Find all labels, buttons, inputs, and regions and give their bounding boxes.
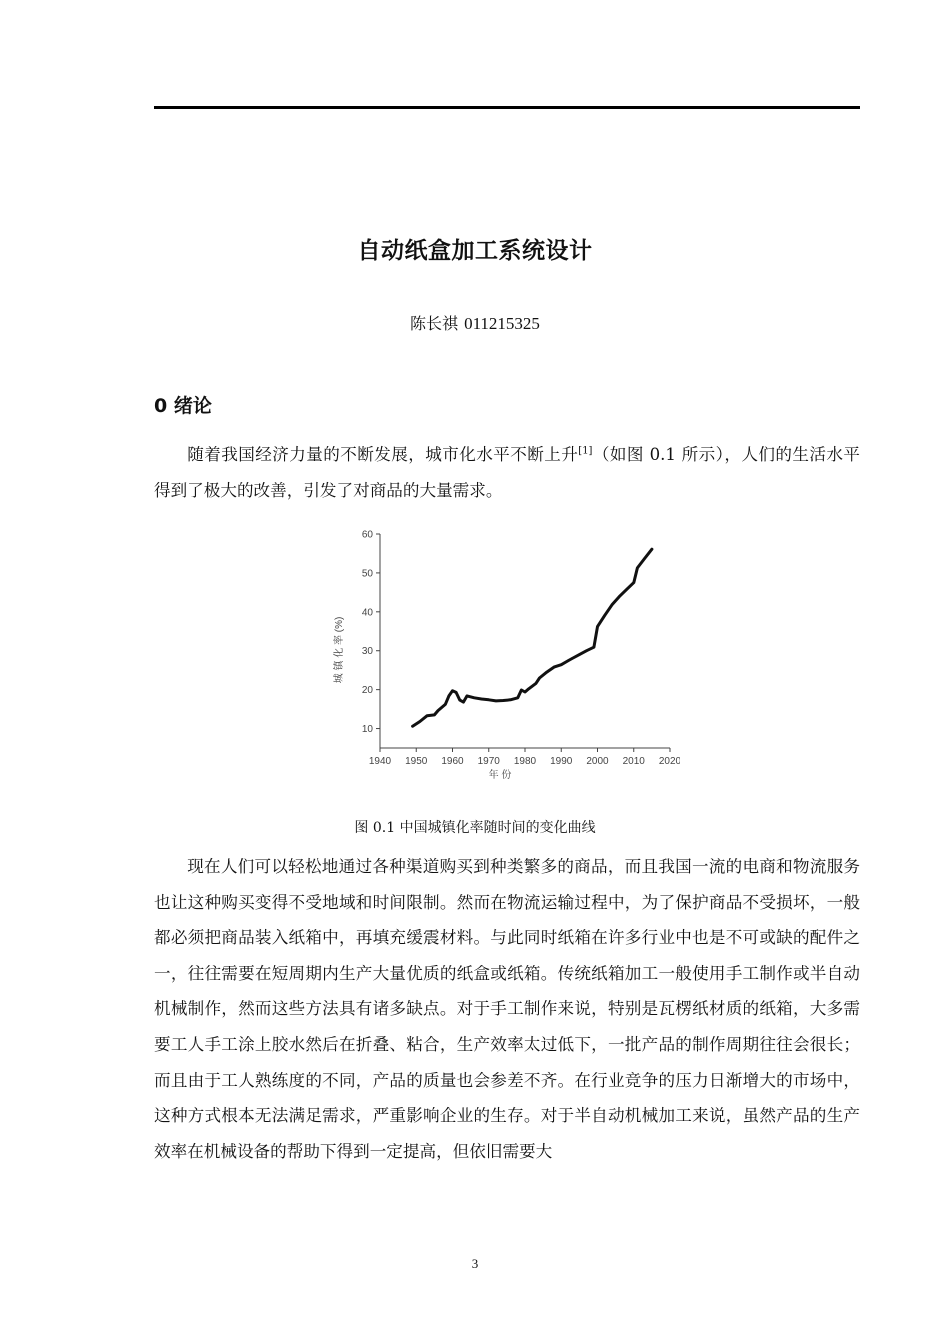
data-point bbox=[448, 695, 450, 697]
author-line bbox=[0, 311, 950, 334]
y-axis-label: 城 镇 化 率 (%) bbox=[334, 616, 345, 684]
author-id: 011215325 bbox=[464, 314, 540, 333]
data-point bbox=[560, 664, 562, 666]
data-point bbox=[527, 688, 529, 690]
data-point bbox=[520, 689, 522, 691]
data-point bbox=[567, 659, 569, 661]
data-point bbox=[451, 690, 453, 692]
paper-title: 自动纸盒加工系统设计 bbox=[357, 238, 593, 264]
x-tick-label: 1990 bbox=[550, 756, 573, 767]
y-tick-label: 30 bbox=[361, 646, 373, 658]
data-point bbox=[509, 699, 511, 701]
data-point bbox=[538, 677, 540, 679]
para1-text-before: 随着我国经济力量的不断发展，城市化水平不断上升 bbox=[187, 445, 579, 464]
data-point bbox=[433, 714, 435, 716]
data-point bbox=[651, 548, 653, 550]
data-point bbox=[411, 725, 413, 727]
chart-svg bbox=[320, 520, 680, 790]
intro-paragraph bbox=[154, 437, 860, 508]
data-point bbox=[535, 682, 537, 684]
body-paragraph-text: 现在人们可以轻松地通过各种渠道购买到种类繁多的商品，而且我国一流的电商和物流服务也让这种购买变得不受地域和时间限制。然而在物流运输过程中，为了保护商品不受损坏，一般都必须把商品装入纸箱中，再填充缓震材料。与此同时纸箱在许多行业中也是不可或缺的配件之一，往往需要在短周期内生产大量优质的纸盒或纸箱。传统纸箱加工一般使用手工制作或半自动机械制作，然而这些方法具有诸多缺点。对于手工制作来说，特别是瓦楞纸材质的纸箱，大多需要工人手工涂上胶水然后在折叠、粘合，生产效率太过低下，一批产品的制作周期往往会很长；而且由于工人熟练度的不同，产品的质量也会参差不齐。在行业竞争的压力日渐增大的市场中，这种方式根本无法满足需求，严重影响企业的生存。对于半自动机械加工来说，虽然产品的生产效率在机械设备的帮助下得到一定提高，但依旧需要大 bbox=[154, 857, 860, 1161]
data-point bbox=[437, 709, 439, 711]
urbanization-chart bbox=[320, 520, 680, 790]
data-point bbox=[633, 581, 635, 583]
data-point bbox=[571, 657, 573, 659]
data-point bbox=[596, 625, 598, 627]
data-point bbox=[455, 691, 457, 693]
data-point bbox=[488, 699, 490, 701]
data-point bbox=[593, 646, 595, 648]
header-rule bbox=[154, 106, 860, 109]
data-point bbox=[517, 697, 519, 699]
data-point bbox=[426, 715, 428, 717]
y-tick-label: 60 bbox=[361, 529, 373, 541]
data-point bbox=[625, 588, 627, 590]
body-paragraph bbox=[154, 849, 860, 1169]
data-point bbox=[444, 703, 446, 705]
data-point bbox=[611, 604, 613, 606]
data-point bbox=[585, 650, 587, 652]
y-tick-label: 10 bbox=[361, 724, 373, 736]
figure-caption: 图 0.1 中国城镇化率随时间的变化曲线 bbox=[354, 820, 596, 836]
data-point bbox=[459, 699, 461, 701]
x-tick-label: 1980 bbox=[513, 756, 537, 767]
author-name: 陈长祺 bbox=[410, 314, 459, 333]
data-point bbox=[524, 691, 526, 693]
x-tick-label: 1950 bbox=[405, 756, 428, 767]
x-axis-label: 年 份 bbox=[488, 770, 512, 781]
data-point bbox=[553, 666, 555, 668]
page-number: 3 bbox=[471, 1256, 479, 1271]
data-point bbox=[462, 701, 464, 703]
series-line bbox=[413, 549, 652, 726]
citation-ref[interactable]: [1] bbox=[578, 445, 593, 457]
data-point bbox=[578, 653, 580, 655]
x-tick-label: 1960 bbox=[441, 756, 464, 767]
y-tick-label: 20 bbox=[361, 685, 373, 697]
data-point bbox=[495, 700, 497, 702]
x-tick-label: 1970 bbox=[477, 756, 500, 767]
data-point bbox=[502, 699, 504, 701]
data-point bbox=[643, 557, 645, 559]
data-point bbox=[636, 567, 638, 569]
x-tick-label: 2000 bbox=[586, 756, 609, 767]
data-point bbox=[618, 595, 620, 597]
x-tick-label: 2010 bbox=[622, 756, 645, 767]
x-tick-label: 2020 bbox=[658, 756, 680, 767]
x-tick-label: 1940 bbox=[368, 756, 392, 767]
data-point bbox=[466, 695, 468, 697]
y-tick-label: 40 bbox=[361, 607, 373, 619]
data-point bbox=[473, 697, 475, 699]
data-point bbox=[419, 720, 421, 722]
data-point bbox=[604, 614, 606, 616]
para1-text-after: （如图 0.1 所示），人们的生活水平得到了极大的改善，引发了对商品的大量需求。 bbox=[154, 445, 860, 500]
data-point bbox=[480, 698, 482, 700]
y-tick-label: 50 bbox=[361, 568, 373, 580]
data-point bbox=[546, 671, 548, 673]
section-heading: 0 绪论 bbox=[154, 395, 212, 417]
